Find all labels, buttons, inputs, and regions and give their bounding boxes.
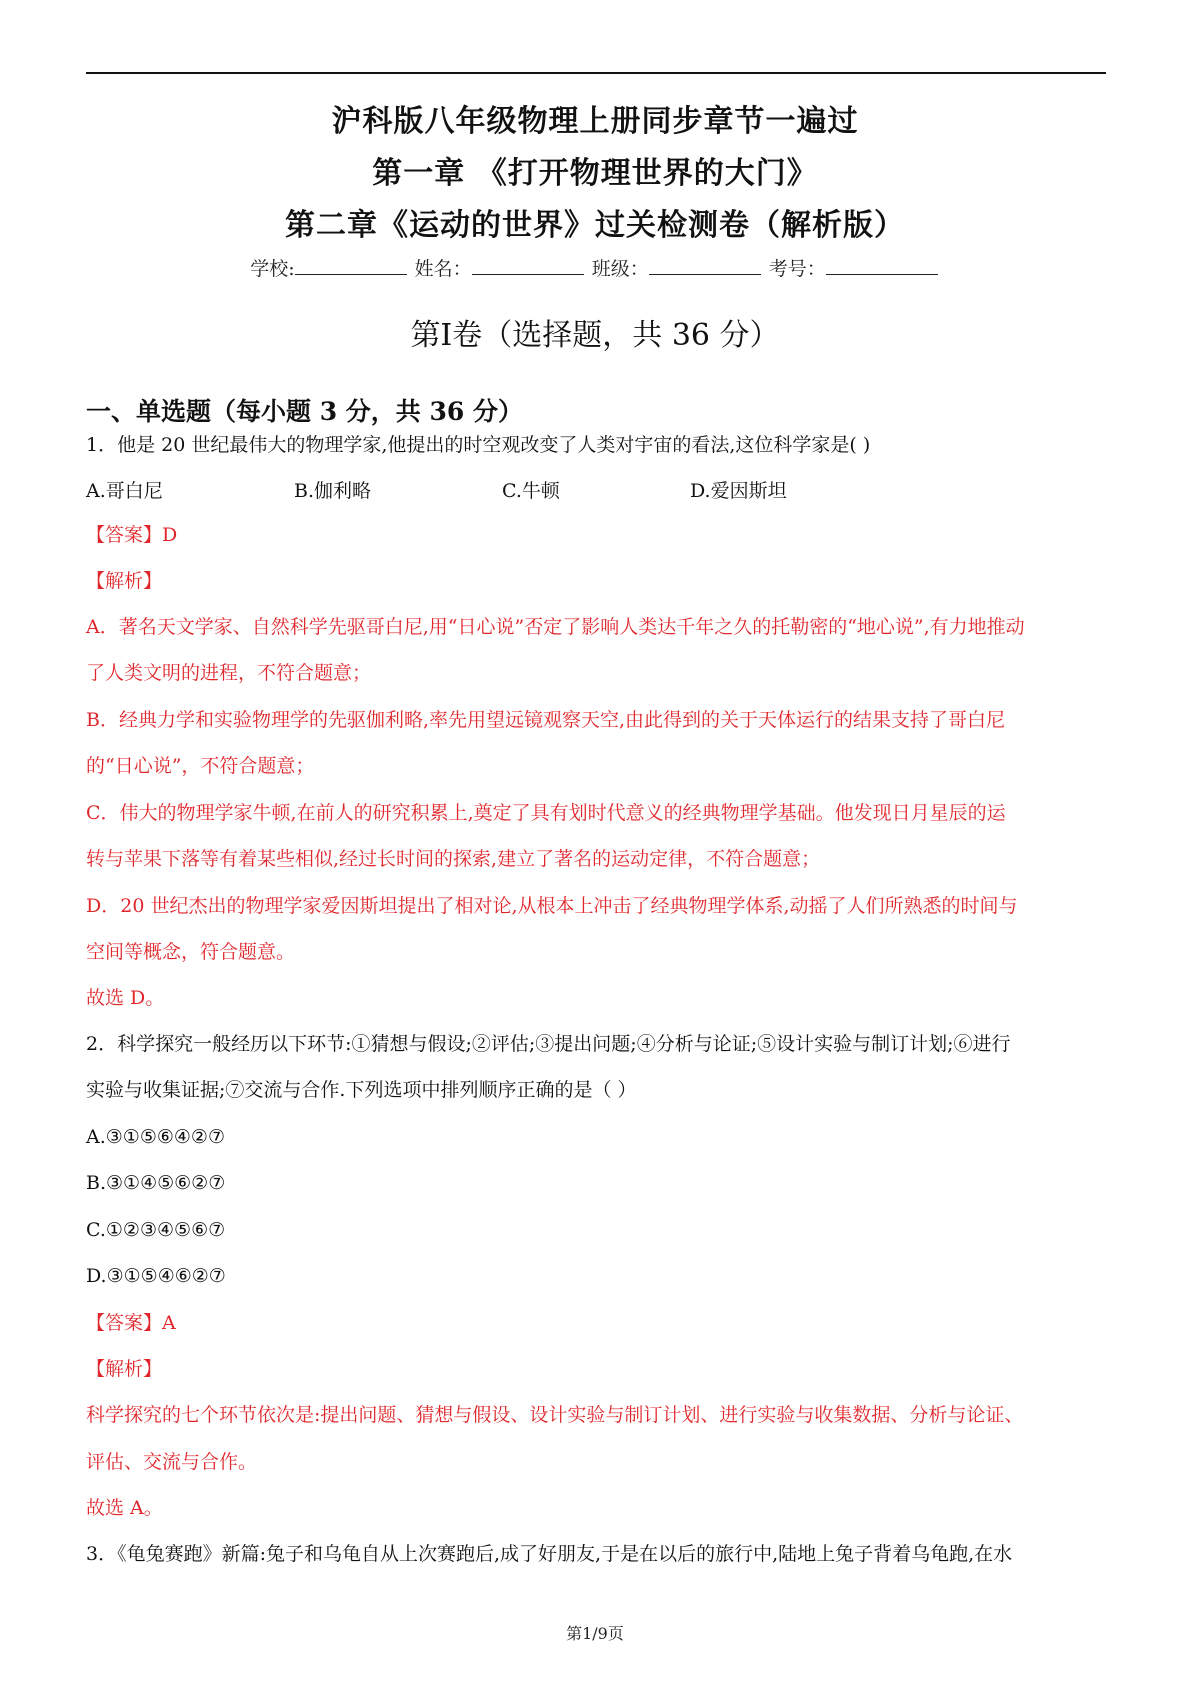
header-rule xyxy=(86,72,1106,74)
q1-stem: 1．他是 20 世纪最伟大的物理学家,他提出的时空观改变了人类对宇宙的看法,这位科学家是( ) xyxy=(86,434,871,456)
q1-analysis-line: C．伟大的物理学家牛顿,在前人的研究积累上,奠定了具有划时代意义的经典物理学基础。他发现日月星辰的运 xyxy=(86,802,1006,824)
class-label: 班级： xyxy=(591,258,649,280)
q1-option-b: B.伽利略 xyxy=(294,480,372,502)
q1-option-a: A.哥白尼 xyxy=(86,480,163,502)
page-number: 第1/9页 xyxy=(566,1624,624,1643)
q2-option-a: A.③①⑤⑥④②⑦ xyxy=(86,1126,225,1148)
title-line-1: 沪科版八年级物理上册同步章节一遍过 xyxy=(331,104,859,139)
q1-analysis-label: 【解析】 xyxy=(86,570,163,592)
q1-conclusion: 故选 D。 xyxy=(86,987,165,1009)
q1-analysis-line: 转与苹果下落等有着某些相似,经过长时间的探索,建立了著名的运动定律，不符合题意； xyxy=(86,848,821,870)
name-blank[interactable] xyxy=(472,256,584,275)
name-label: 姓名： xyxy=(414,258,472,280)
q2-answer: 【答案】A xyxy=(86,1312,176,1334)
volume-title: 第Ⅰ卷（选择题，共 36 分） xyxy=(410,318,780,353)
q2-option-b: B.③①④⑤⑥②⑦ xyxy=(86,1172,226,1194)
q1-analysis-line: A．著名天文学家、自然科学先驱哥白尼,用“日心说”否定了影响人类达千年之久的托勒密的“地心说”,有力地推动 xyxy=(86,616,1025,638)
q1-analysis-line: 空间等概念，符合题意。 xyxy=(86,941,296,963)
q2-stem-line: 实验与收集证据;⑦交流与合作.下列选项中排列顺序正确的是（ ） xyxy=(86,1079,637,1101)
q3-stem: 3．《龟兔赛跑》新篇:兔子和乌龟自从上次赛跑后,成了好朋友,于是在以后的旅行中,陆地上兔子背着乌龟跑,在水 xyxy=(86,1543,1013,1565)
student-info-fields xyxy=(0,254,1190,281)
title-line-2: 第一章 《打开物理世界的大门》 xyxy=(372,156,818,191)
school-label: 学校: xyxy=(250,258,295,280)
exam-number-blank[interactable] xyxy=(826,256,938,275)
exam-number-label: 考号： xyxy=(768,258,826,280)
q2-analysis-label: 【解析】 xyxy=(86,1358,163,1380)
q1-analysis-line: B．经典力学和实验物理学的先驱伽利略,率先用望远镜观察天空,由此得到的关于天体运行的结果支持了哥白尼 xyxy=(86,709,1006,731)
q2-conclusion: 故选 A。 xyxy=(86,1497,163,1519)
section-title: 一、单选题（每小题 3 分，共 36 分） xyxy=(86,397,524,426)
q1-option-c: C.牛顿 xyxy=(502,480,560,502)
school-blank[interactable] xyxy=(295,256,407,275)
class-blank[interactable] xyxy=(649,256,761,275)
q1-option-d: D.爱因斯坦 xyxy=(690,480,787,502)
title-line-3: 第二章《运动的世界》过关检测卷（解析版） xyxy=(285,208,905,243)
q2-option-d: D.③①⑤④⑥②⑦ xyxy=(86,1265,226,1287)
q2-stem-line: 2．科学探究一般经历以下环节:①猜想与假设;②评估;③提出问题;④分析与论证;⑤设计实验与制订计划;⑥进行 xyxy=(86,1033,1011,1055)
q2-analysis-line: 科学探究的七个环节依次是:提出问题、猜想与假设、设计实验与制订计划、进行实验与收集数据、分析与论证、 xyxy=(86,1404,1024,1426)
q1-analysis-line: D．20 世纪杰出的物理学家爱因斯坦提出了相对论,从根本上冲击了经典物理学体系,动摇了人们所熟悉的时间与 xyxy=(86,895,1018,917)
q1-analysis-line: 的“日心说”，不符合题意； xyxy=(86,755,315,777)
q2-analysis-line: 评估、交流与合作。 xyxy=(86,1451,258,1473)
q1-analysis-line: 了人类文明的进程，不符合题意； xyxy=(86,662,372,684)
q1-answer: 【答案】D xyxy=(86,524,178,546)
q2-option-c: C.①②③④⑤⑥⑦ xyxy=(86,1219,226,1241)
